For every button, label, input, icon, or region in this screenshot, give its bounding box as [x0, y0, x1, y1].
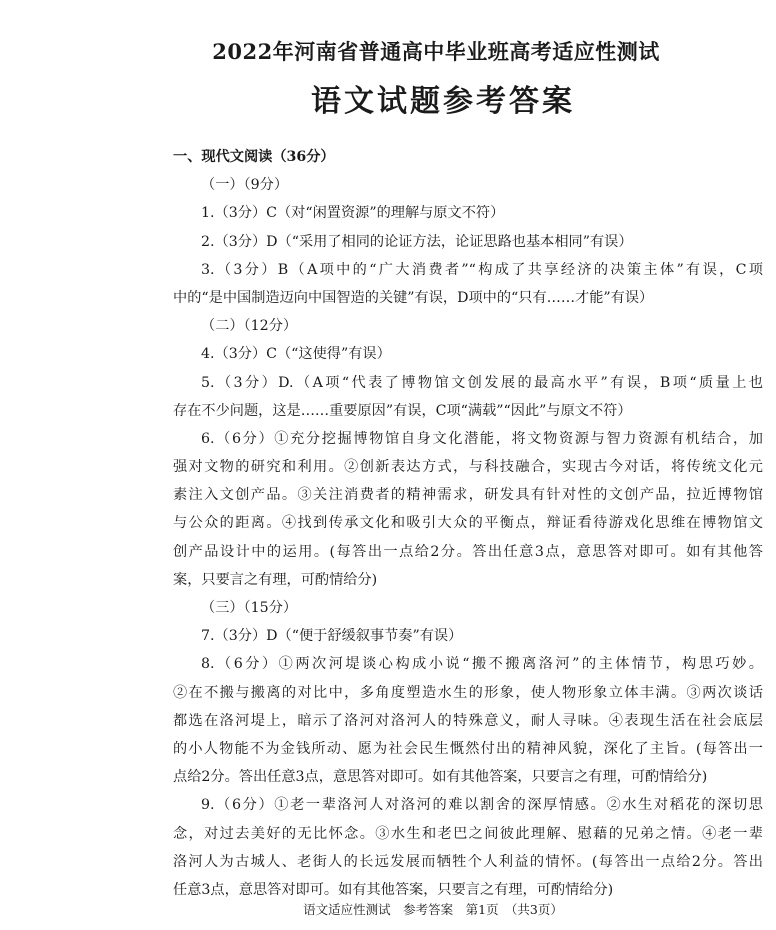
document-subtitle: 语文试题参考答案	[311, 84, 575, 119]
answer-line: （二）（12分）	[201, 318, 298, 335]
answer-line: 与公众的距离。④找到传承文化和吸引大众的平衡点，辩证看待游戏化思维在博物馆文	[173, 515, 763, 532]
answer-line: 存在不少问题，这是……重要原因”有误，C项“满载”“因此”与原文不符）	[173, 402, 632, 419]
answer-line: 中的“是中国制造迈向中国智造的关键”有误，D项中的“只有……才能”有误）	[173, 289, 654, 306]
answer-line: 念，对过去美好的无比怀念。③水生和老巴之间彼此理解、慰藉的兄弟之情。④老一辈	[173, 825, 763, 842]
answer-line: 7.（3分）D（“便于舒缓叙事节奏”有误）	[201, 628, 463, 645]
answer-line: 都选在洛河堤上，暗示了洛河对洛河人的特殊意义，耐人寻味。④表现生活在社会底层	[173, 712, 763, 729]
answer-line: （一）（9分）	[201, 177, 289, 194]
answer-line: 案，只要言之有理，可酌情给分)	[173, 571, 378, 588]
answer-line: 点给2分。答出任意3点，意思答对即可。如有其他答案，只要言之有理，可酌情给分)	[173, 769, 708, 786]
answer-line: 9.（6分）①老一辈洛河人对洛河的难以割舍的深厚情感。②水生对稻花的深切思	[201, 797, 763, 814]
answer-line: 3.（3分）B（A项中的“广大消费者”“构成了共享经济的决策主体”有误，C项	[201, 261, 763, 278]
answer-line: 洛河人为古城人、老街人的长远发展而牺牲个人利益的情怀。(每答出一点给2分。答出	[173, 853, 763, 870]
answer-line: 4.（3分）C（“这使得”有误）	[201, 346, 391, 363]
document-title: 2022年河南省普通高中毕业班高考适应性测试	[212, 39, 660, 64]
answer-line: 创产品设计中的运用。(每答出一点给2分。答出任意3点，意思答对即可。如有其他答	[173, 543, 763, 560]
answer-line: 5.（3分）D.（A项“代表了博物馆文创发展的最高水平”有误，B项“质量上也	[201, 374, 763, 391]
answer-line: 8.（6分）①两次河堤谈心构成小说“搬不搬离洛河”的主体情节，构思巧妙。	[201, 656, 763, 673]
answer-line: （三）（15分）	[201, 600, 298, 616]
page-footer: 语文适应性测试 参考答案 第1页 （共3页）	[303, 902, 563, 917]
section-heading: 一、现代文阅读（36分）	[173, 149, 335, 165]
answer-line: 6.（6分）①充分挖掘博物馆自身文化潜能，将文物资源与智力资源有机结合，加	[201, 430, 763, 447]
answer-line: ②在不搬与搬离的对比中，多角度塑造水生的形象，使人物形象立体丰满。③两次谈话	[173, 684, 763, 701]
answer-line: 的小人物能不为金钱所动、愿为社会民生慨然付出的精神风貌，深化了主旨。(每答出一	[173, 740, 763, 757]
answer-line: 素注入文创产品。③关注消费者的精神需求，研发具有针对性的文创产品，拉近博物馆	[173, 487, 763, 504]
answer-line: 1.（3分）C（对“闲置资源”的理解与原文不符）	[201, 205, 505, 222]
answer-line: 2.（3分）D（“采用了相同的论证方法，论证思路也基本相同”有误）	[201, 233, 633, 250]
answer-content	[173, 143, 763, 904]
answer-line: 任意3点，意思答对即可。如有其他答案，只要言之有理，可酌情给分)	[173, 881, 614, 898]
answer-line: 强对文物的研究和利用。②创新表达方式，与科技融合，实现古今对话，将传统文化元	[173, 459, 763, 476]
